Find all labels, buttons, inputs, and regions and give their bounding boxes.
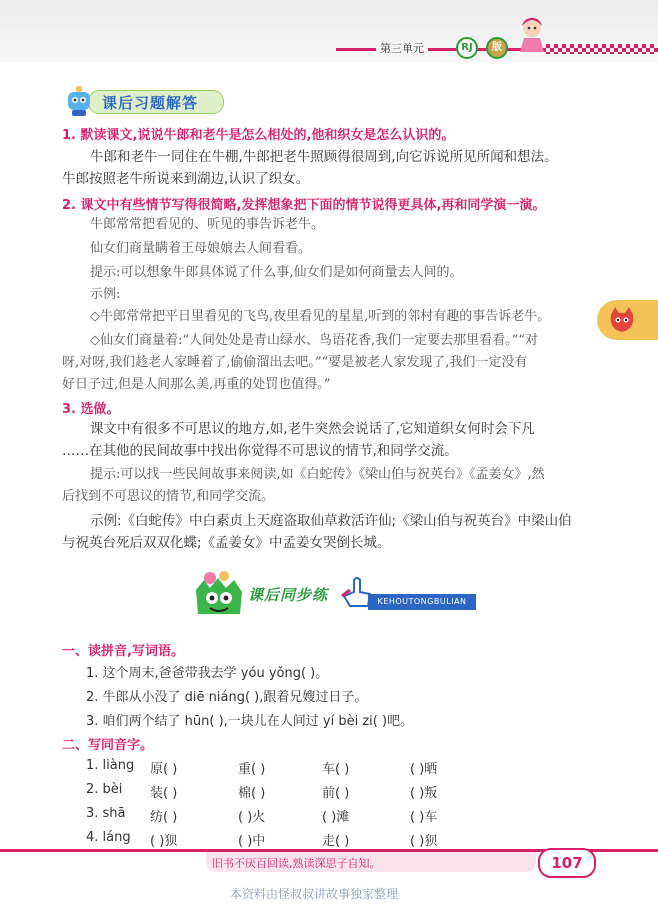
homophone-cell: ( )中 bbox=[238, 834, 266, 849]
homophone-label: 3. shā bbox=[86, 806, 126, 821]
question-3: 3. 选做。 bbox=[62, 402, 120, 417]
homophone-cell: 重( ) bbox=[238, 762, 266, 777]
example-line: ◇仙女们商量着:“人间处处是青山绿水、鸟语花香,我们一定要去那里看看。”“对 bbox=[90, 333, 538, 348]
answer-line: 课文中有很多不可思议的地方,如,老牛突然会说话了,它知道织女何时会下凡 bbox=[90, 421, 535, 437]
example-line: 示例:《白蛇传》中白素贞上天庭盗取仙草救活许仙;《梁山伯与祝英台》中梁山伯 bbox=[90, 513, 572, 529]
exercise-item: 3. 咱们两个结了 hūn( ),一块儿在人间过 yí bèi zi( )吧。 bbox=[86, 714, 414, 729]
edition-badge: 版 bbox=[486, 37, 508, 59]
question-1: 1. 默读课文,说说牛郎和老牛是怎么相处的,他和织女是怎么认识的。 bbox=[62, 128, 455, 143]
homophone-cell: ( )火 bbox=[238, 810, 266, 825]
green-monster-icon bbox=[190, 570, 248, 622]
homophone-cell: 走( ) bbox=[322, 834, 350, 849]
unit-label: 第三单元 bbox=[376, 40, 428, 56]
robot-mascot-icon bbox=[62, 84, 98, 120]
homophone-cell: 车( ) bbox=[322, 762, 350, 777]
answer-line: 牛郎和老牛一同住在牛棚,牛郎把老牛照顾得很周到,向它诉说所见所闻和想法。 bbox=[90, 149, 558, 165]
exercise-item: 2. 牛郎从小没了 diē niáng( ),跟着兄嫂过日子。 bbox=[86, 690, 368, 705]
prompt-line: 仙女们商量瞒着王母娘娘去人间看看。 bbox=[90, 241, 312, 256]
homophone-cell: ( )叛 bbox=[410, 786, 438, 801]
example-line: 好日子过,但是人间那么美,再重的处罚也值得。” bbox=[62, 377, 331, 392]
example-line: ◇牛郎常常把平日里看见的飞鸟,夜里看见的星星,听到的邻村有趣的事告诉老牛。 bbox=[90, 309, 551, 324]
cat-face-icon bbox=[607, 305, 637, 335]
homophone-cell: ( )晒 bbox=[410, 762, 438, 777]
example-line: 与祝英台死后双双化蝶;《孟姜女》中孟姜女哭倒长城。 bbox=[62, 535, 391, 551]
part-1-title: 一、读拼音,写词语。 bbox=[62, 644, 184, 659]
hint-line: 后找到不可思议的情节,和同学交流。 bbox=[62, 489, 275, 504]
section-title: 课后习题解答 bbox=[102, 94, 199, 112]
exercise-item: 1. 这个周末,爸爸带我去学 yóu yǒng( )。 bbox=[86, 666, 329, 681]
section-heading-answers bbox=[62, 84, 232, 116]
footer-motto: 旧书不厌百回读,熟读深思子自知。 bbox=[212, 857, 381, 870]
homophone-label: 4. láng bbox=[86, 830, 131, 845]
prompt-line: 牛郎常常把看见的、听见的事告诉老牛。 bbox=[90, 217, 325, 232]
example-line: 呀,对呀,我们趁老人家睡着了,偷偷溜出去吧。”“要是被老人家发现了,我们一定没有 bbox=[62, 355, 528, 370]
rj-badge: RJ bbox=[456, 37, 478, 59]
part-2-title: 二、写同音字。 bbox=[62, 738, 154, 753]
side-tab bbox=[597, 300, 658, 340]
homophone-cell: 前( ) bbox=[322, 786, 350, 801]
homophone-cell: 装( ) bbox=[150, 786, 178, 801]
pinyin-banner: KEHOUTONGBULIAN bbox=[368, 594, 476, 610]
homophone-cell: ( )狈 bbox=[410, 834, 438, 849]
homophone-cell: ( )滩 bbox=[322, 810, 350, 825]
homophone-cell: 纺( ) bbox=[150, 810, 178, 825]
answer-line: ……在其他的民间故事中找出你觉得不可思议的情节,和同学交流。 bbox=[62, 443, 458, 459]
fairy-mascot-icon bbox=[512, 14, 552, 54]
homophone-cell: ( )车 bbox=[410, 810, 438, 825]
example-label: 示例: bbox=[90, 287, 121, 302]
answer-line: 牛郎按照老牛所说来到湖边,认识了织女。 bbox=[62, 171, 310, 187]
question-2: 2. 课文中有些情节写得很简略,发挥想象把下面的情节说得更具体,再和同学演一演。 bbox=[62, 198, 546, 213]
watermark: 本资料由怪叔叔讲故事独家整理 bbox=[230, 887, 399, 901]
homophone-cell: 原( ) bbox=[150, 762, 178, 777]
homophone-label: 1. liàng bbox=[86, 758, 135, 773]
section-title: 课后同步练 bbox=[248, 586, 329, 604]
homophone-cell: 棉( ) bbox=[238, 786, 266, 801]
hint-line: 提示:可以想象牛郎具体说了什么事,仙女们是如何商量去人间的。 bbox=[90, 265, 463, 280]
homophone-cell: ( )狈 bbox=[150, 834, 178, 849]
hint-line: 提示:可以找一些民间故事来阅读,如《白蛇传》《梁山伯与祝英台》《孟姜女》,然 bbox=[90, 467, 545, 482]
page-number: 107 bbox=[538, 848, 596, 878]
section-heading-practice bbox=[190, 570, 470, 616]
homophone-label: 2. bèi bbox=[86, 782, 123, 797]
